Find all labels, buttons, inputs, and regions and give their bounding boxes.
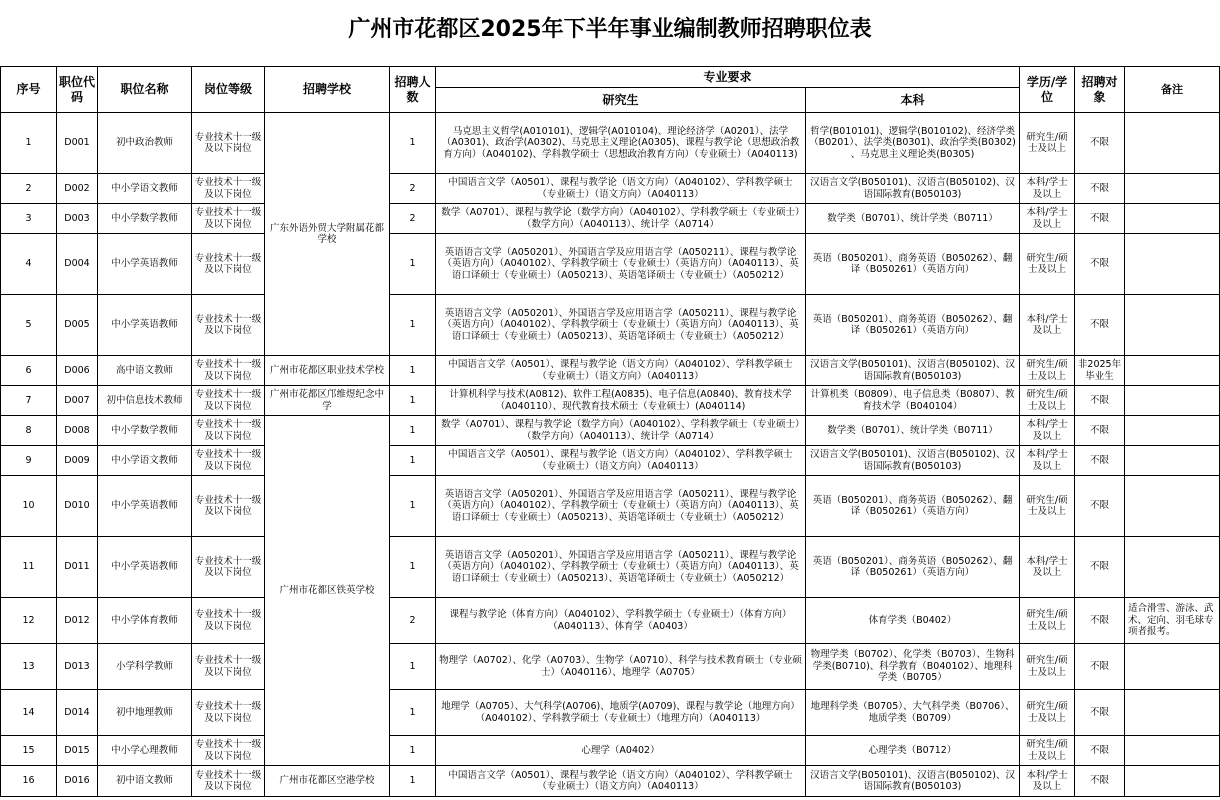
cell-count: 1 <box>390 736 436 766</box>
cell-name: 中小学英语教师 <box>98 537 192 598</box>
cell-remark <box>1125 476 1220 537</box>
cell-edu: 研究生/硕士及以上 <box>1020 356 1075 386</box>
cell-edu: 本科/学士及以上 <box>1020 174 1075 204</box>
cell-undergrad-major: 数学类（B0701）、统计学类（B0711） <box>806 204 1020 234</box>
cell-school: 广州市花都区空港学校 <box>265 766 390 797</box>
cell-remark <box>1125 295 1220 356</box>
cell-seq: 13 <box>1 644 57 690</box>
cell-grad-major: 英语语言文学（A050201）、外国语言学及应用语言学（A050211）、课程与教学论（英语方向）（A040102）、学科教学硕士（专业硕士）（英语方向）（A040113）、英语口译硕士（专业硕士）（A050213）、英语笔译硕士（专业硕士）（A050212） <box>436 234 806 295</box>
cell-seq: 15 <box>1 736 57 766</box>
cell-name: 初中语文教师 <box>98 766 192 797</box>
cell-target: 不限 <box>1075 537 1125 598</box>
cell-grad-major: 数学（A0701）、课程与教学论（数学方向）（A040102）、学科教学硕士（专业硕士）（数学方向）（A040113）、统计学（A0714） <box>436 204 806 234</box>
table-row <box>1 174 1220 204</box>
cell-count: 1 <box>390 234 436 295</box>
cell-seq: 8 <box>1 416 57 446</box>
cell-seq: 5 <box>1 295 57 356</box>
cell-target: 不限 <box>1075 736 1125 766</box>
header-level: 岗位等级 <box>192 67 265 113</box>
cell-code: D013 <box>57 644 98 690</box>
cell-edu: 本科/学士及以上 <box>1020 446 1075 476</box>
table-row <box>1 446 1220 476</box>
cell-edu: 本科/学士及以上 <box>1020 416 1075 446</box>
cell-count: 2 <box>390 204 436 234</box>
table-row <box>1 736 1220 766</box>
cell-edu: 本科/学士及以上 <box>1020 295 1075 356</box>
page-title: 广州市花都区2025年下半年事业编制教师招聘职位表 <box>348 17 872 42</box>
cell-count: 1 <box>390 690 436 736</box>
cell-remark <box>1125 113 1220 174</box>
cell-remark <box>1125 174 1220 204</box>
cell-remark <box>1125 644 1220 690</box>
cell-level: 专业技术十一级及以下岗位 <box>192 113 265 174</box>
cell-code: D011 <box>57 537 98 598</box>
cell-grad-major: 英语语言文学（A050201）、外国语言学及应用语言学（A050211）、课程与教学论（英语方向）（A040102）、学科教学硕士（专业硕士）（英语方向）（A040113）、英语口译硕士（专业硕士）（A050213）、英语笔译硕士（专业硕士）（A050212） <box>436 476 806 537</box>
cell-target: 不限 <box>1075 295 1125 356</box>
table-row <box>1 416 1220 446</box>
cell-name: 中小学英语教师 <box>98 295 192 356</box>
cell-remark <box>1125 204 1220 234</box>
cell-seq: 7 <box>1 386 57 416</box>
cell-remark: 适合滑雪、游泳、武术、定向、羽毛球专项者报考。 <box>1125 598 1220 644</box>
cell-level: 专业技术十一级及以下岗位 <box>192 736 265 766</box>
cell-undergrad-major: 哲学(B010101)、逻辑学(B010102)、经济学类（B0201）、法学类(B0301)、政治学类(B0302) 、马克思主义理论类(B0305) <box>806 113 1020 174</box>
cell-edu: 本科/学士及以上 <box>1020 766 1075 797</box>
header-code: 职位代码 <box>57 67 98 113</box>
cell-edu: 研究生/硕士及以上 <box>1020 113 1075 174</box>
cell-remark <box>1125 766 1220 797</box>
cell-school: 广东外语外贸大学附属花都学校 <box>265 113 390 356</box>
cell-code: D005 <box>57 295 98 356</box>
table-row <box>1 234 1220 295</box>
cell-grad-major: 英语语言文学（A050201）、外国语言学及应用语言学（A050211）、课程与教学论（英语方向）（A040102）、学科教学硕士（专业硕士）（英语方向）（A040113）、英语口译硕士（专业硕士）（A050213）、英语笔译硕士（专业硕士）（A050212） <box>436 295 806 356</box>
cell-count: 2 <box>390 598 436 644</box>
table-row <box>1 204 1220 234</box>
cell-grad-major: 数学（A0701）、课程与教学论（数学方向）（A040102）、学科教学硕士（专业硕士）（数学方向）（A040113）、统计学（A0714） <box>436 416 806 446</box>
header-edu: 学历/学位 <box>1020 67 1075 113</box>
cell-name: 小学科学教师 <box>98 644 192 690</box>
cell-name: 中小学语文教师 <box>98 174 192 204</box>
cell-remark <box>1125 416 1220 446</box>
cell-grad-major: 物理学（A0702）、化学（A0703）、生物学（A0710）、科学与技术教育硕士（专业硕士）（A040116）、地理学（A0705） <box>436 644 806 690</box>
header-undergrad: 本科 <box>806 88 1020 113</box>
cell-undergrad-major: 计算机类（B0809）、电子信息类（B0807）、教育技术学（B040104） <box>806 386 1020 416</box>
cell-count: 1 <box>390 476 436 537</box>
table-row <box>1 690 1220 736</box>
cell-target: 不限 <box>1075 690 1125 736</box>
cell-grad-major: 课程与教学论（体育方向）（A040102）、学科教学硕士（专业硕士）（体育方向）（A040113）、体育学（A0403） <box>436 598 806 644</box>
cell-remark <box>1125 690 1220 736</box>
cell-edu: 研究生/硕士及以上 <box>1020 644 1075 690</box>
cell-count: 1 <box>390 766 436 797</box>
cell-target: 不限 <box>1075 476 1125 537</box>
cell-target: 不限 <box>1075 113 1125 174</box>
cell-level: 专业技术十一级及以下岗位 <box>192 598 265 644</box>
header-grad: 研究生 <box>436 88 806 113</box>
cell-code: D015 <box>57 736 98 766</box>
cell-count: 1 <box>390 356 436 386</box>
header-name: 职位名称 <box>98 67 192 113</box>
cell-remark <box>1125 736 1220 766</box>
cell-seq: 6 <box>1 356 57 386</box>
cell-code: D012 <box>57 598 98 644</box>
cell-remark <box>1125 537 1220 598</box>
cell-undergrad-major: 体育学类（B0402） <box>806 598 1020 644</box>
table-row <box>1 356 1220 386</box>
cell-target: 不限 <box>1075 644 1125 690</box>
cell-undergrad-major: 英语（B050201）、商务英语（B050262）、翻译（B050261）（英语方向） <box>806 234 1020 295</box>
cell-name: 初中地理教师 <box>98 690 192 736</box>
cell-name: 中小学数学教师 <box>98 204 192 234</box>
cell-level: 专业技术十一级及以下岗位 <box>192 295 265 356</box>
cell-code: D009 <box>57 446 98 476</box>
cell-remark <box>1125 234 1220 295</box>
cell-code: D004 <box>57 234 98 295</box>
header-remark: 备注 <box>1125 67 1220 113</box>
cell-code: D003 <box>57 204 98 234</box>
cell-school: 广州市花都区铁英学校 <box>265 416 390 766</box>
cell-name: 高中语文教师 <box>98 356 192 386</box>
cell-seq: 9 <box>1 446 57 476</box>
cell-level: 专业技术十一级及以下岗位 <box>192 446 265 476</box>
cell-count: 1 <box>390 416 436 446</box>
table-row <box>1 537 1220 598</box>
cell-edu: 研究生/硕士及以上 <box>1020 234 1075 295</box>
cell-seq: 4 <box>1 234 57 295</box>
cell-target: 不限 <box>1075 416 1125 446</box>
cell-target: 不限 <box>1075 174 1125 204</box>
cell-target: 不限 <box>1075 766 1125 797</box>
table-row <box>1 766 1220 797</box>
cell-count: 1 <box>390 113 436 174</box>
cell-undergrad-major: 英语（B050201）、商务英语（B050262）、翻译（B050261）（英语方向） <box>806 476 1020 537</box>
cell-grad-major: 心理学（A0402） <box>436 736 806 766</box>
cell-undergrad-major: 汉语言文学(B050101)、汉语言(B050102)、汉语国际教育(B050103) <box>806 446 1020 476</box>
cell-count: 2 <box>390 174 436 204</box>
cell-level: 专业技术十一级及以下岗位 <box>192 766 265 797</box>
cell-undergrad-major: 汉语言文学(B050101)、汉语言(B050102)、汉语国际教育(B050103) <box>806 174 1020 204</box>
cell-edu: 研究生/硕士及以上 <box>1020 386 1075 416</box>
cell-code: D006 <box>57 356 98 386</box>
cell-count: 1 <box>390 446 436 476</box>
cell-name: 中小学语文教师 <box>98 446 192 476</box>
cell-undergrad-major: 汉语言文学(B050101)、汉语言(B050102)、汉语国际教育(B050103) <box>806 766 1020 797</box>
cell-code: D016 <box>57 766 98 797</box>
cell-level: 专业技术十一级及以下岗位 <box>192 690 265 736</box>
job-table <box>0 66 1220 797</box>
cell-remark <box>1125 356 1220 386</box>
cell-school: 广州市花都区邝维煜纪念中学 <box>265 386 390 416</box>
cell-name: 中小学英语教师 <box>98 234 192 295</box>
cell-code: D007 <box>57 386 98 416</box>
cell-remark <box>1125 446 1220 476</box>
cell-edu: 研究生/硕士及以上 <box>1020 690 1075 736</box>
cell-remark <box>1125 386 1220 416</box>
cell-edu: 本科/学士及以上 <box>1020 204 1075 234</box>
cell-code: D014 <box>57 690 98 736</box>
cell-count: 1 <box>390 644 436 690</box>
cell-code: D002 <box>57 174 98 204</box>
cell-undergrad-major: 英语（B050201）、商务英语（B050262）、翻译（B050261）（英语方向） <box>806 537 1020 598</box>
cell-code: D001 <box>57 113 98 174</box>
cell-grad-major: 英语语言文学（A050201）、外国语言学及应用语言学（A050211）、课程与教学论（英语方向）（A040102）、学科教学硕士（专业硕士）（英语方向）（A040113）、英语口译硕士（专业硕士）（A050213）、英语笔译硕士（专业硕士）（A050212） <box>436 537 806 598</box>
header-school: 招聘学校 <box>265 67 390 113</box>
cell-undergrad-major: 汉语言文学(B050101)、汉语言(B050102)、汉语国际教育(B050103) <box>806 356 1020 386</box>
cell-target: 非2025年毕业生 <box>1075 356 1125 386</box>
cell-seq: 16 <box>1 766 57 797</box>
cell-target: 不限 <box>1075 598 1125 644</box>
cell-level: 专业技术十一级及以下岗位 <box>192 356 265 386</box>
cell-count: 1 <box>390 295 436 356</box>
table-row <box>1 598 1220 644</box>
table-row <box>1 476 1220 537</box>
cell-seq: 11 <box>1 537 57 598</box>
cell-level: 专业技术十一级及以下岗位 <box>192 537 265 598</box>
header-target: 招聘对象 <box>1075 67 1125 113</box>
table-row <box>1 644 1220 690</box>
cell-grad-major: 计算机科学与技术(A0812)、软件工程(A0835)、电子信息(A0840)、教育技术学（A040110）、现代教育技术硕士（专业硕士）(A040114) <box>436 386 806 416</box>
table-row <box>1 386 1220 416</box>
cell-seq: 2 <box>1 174 57 204</box>
cell-edu: 研究生/硕士及以上 <box>1020 476 1075 537</box>
cell-school: 广州市花都区职业技术学校 <box>265 356 390 386</box>
cell-edu: 研究生/硕士及以上 <box>1020 736 1075 766</box>
cell-name: 初中信息技术教师 <box>98 386 192 416</box>
cell-code: D010 <box>57 476 98 537</box>
cell-undergrad-major: 英语（B050201）、商务英语（B050262）、翻译（B050261）（英语方向） <box>806 295 1020 356</box>
cell-level: 专业技术十一级及以下岗位 <box>192 416 265 446</box>
cell-grad-major: 中国语言文学（A0501）、课程与教学论（语文方向）（A040102）、学科教学硕士（专业硕士）（语文方向）（A040113） <box>436 446 806 476</box>
header-major: 专业要求 <box>436 67 1020 88</box>
cell-grad-major: 中国语言文学（A0501）、课程与教学论（语文方向）（A040102）、学科教学硕士（专业硕士）（语文方向）（A040113） <box>436 766 806 797</box>
cell-name: 中小学心理教师 <box>98 736 192 766</box>
cell-name: 中小学体育教师 <box>98 598 192 644</box>
cell-edu: 研究生/硕士及以上 <box>1020 598 1075 644</box>
cell-seq: 12 <box>1 598 57 644</box>
cell-target: 不限 <box>1075 386 1125 416</box>
cell-code: D008 <box>57 416 98 446</box>
cell-grad-major: 地理学（A0705）、大气科学(A0706)、地质学(A0709)、课程与教学论（地理方向）（A040102）、学科教学硕士（专业硕士）（地理方向）（A040113） <box>436 690 806 736</box>
cell-grad-major: 马克思主义哲学(A010101)、逻辑学(A010104)、理论经济学（A0201）、法学（A0301)、政治学(A0302)、马克思主义理论(A0305)、课程与教学论（思想政治教育方向）（A040102)、学科教学硕士（思想政治教育方向）（专业硕士）（A040113) <box>436 113 806 174</box>
cell-level: 专业技术十一级及以下岗位 <box>192 386 265 416</box>
header-seq: 序号 <box>1 67 57 113</box>
table-row <box>1 113 1220 174</box>
cell-seq: 10 <box>1 476 57 537</box>
cell-seq: 1 <box>1 113 57 174</box>
cell-name: 中小学英语教师 <box>98 476 192 537</box>
cell-undergrad-major: 心理学类（B0712） <box>806 736 1020 766</box>
cell-level: 专业技术十一级及以下岗位 <box>192 476 265 537</box>
cell-seq: 3 <box>1 204 57 234</box>
cell-level: 专业技术十一级及以下岗位 <box>192 204 265 234</box>
table-row <box>1 295 1220 356</box>
cell-target: 不限 <box>1075 234 1125 295</box>
cell-count: 1 <box>390 537 436 598</box>
cell-edu: 本科/学士及以上 <box>1020 537 1075 598</box>
cell-level: 专业技术十一级及以下岗位 <box>192 234 265 295</box>
header-count: 招聘人数 <box>390 67 436 113</box>
cell-grad-major: 中国语言文学（A0501）、课程与教学论（语文方向）（A040102）、学科教学硕士（专业硕士）（语文方向）（A040113） <box>436 356 806 386</box>
cell-undergrad-major: 物理学类（B0702）、化学类（B0703）、生物科学类(B0710)、科学教育（B040102）、地理科学类（B0705） <box>806 644 1020 690</box>
cell-name: 中小学数学教师 <box>98 416 192 446</box>
cell-level: 专业技术十一级及以下岗位 <box>192 174 265 204</box>
cell-grad-major: 中国语言文学（A0501）、课程与教学论（语文方向）（A040102）、学科教学硕士（专业硕士）（语文方向）（A040113） <box>436 174 806 204</box>
cell-target: 不限 <box>1075 446 1125 476</box>
cell-target: 不限 <box>1075 204 1125 234</box>
cell-seq: 14 <box>1 690 57 736</box>
cell-undergrad-major: 地理科学类（B0705）、大气科学类（B0706）、地质学类（B0709） <box>806 690 1020 736</box>
cell-count: 1 <box>390 386 436 416</box>
cell-undergrad-major: 数学类（B0701）、统计学类（B0711） <box>806 416 1020 446</box>
cell-name: 初中政治教师 <box>98 113 192 174</box>
cell-level: 专业技术十一级及以下岗位 <box>192 644 265 690</box>
